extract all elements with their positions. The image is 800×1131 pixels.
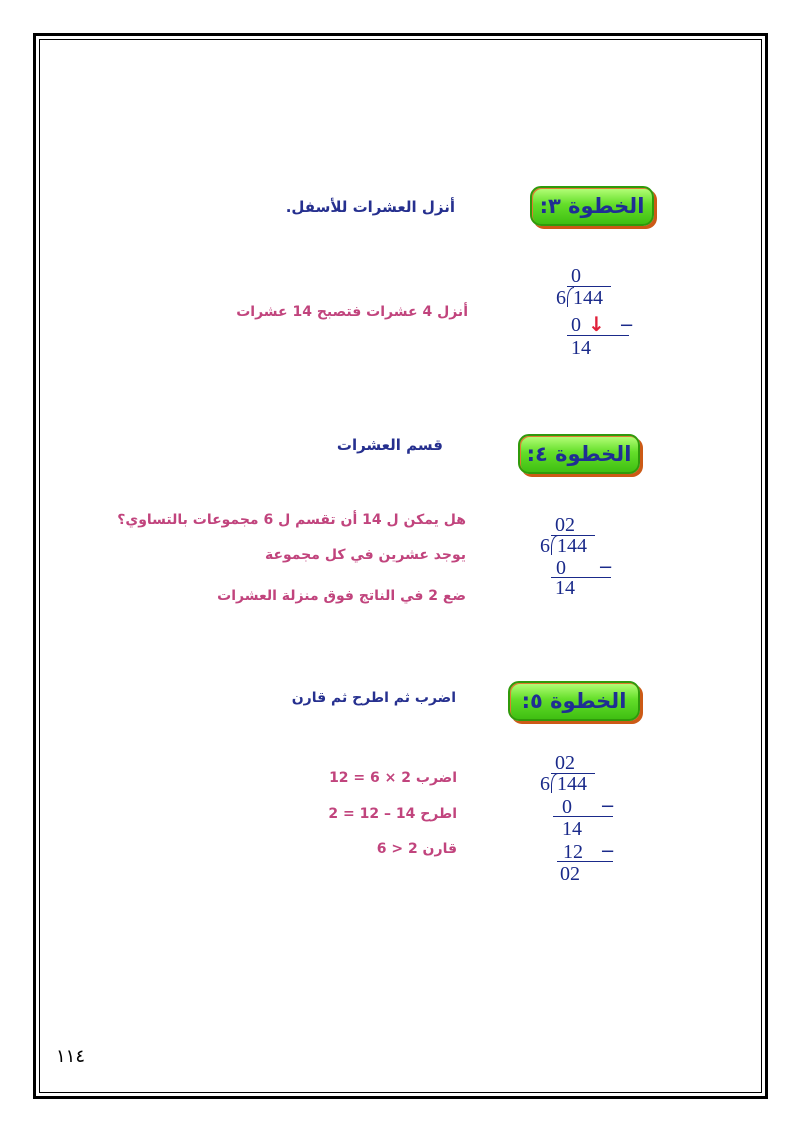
step5-badge (508, 681, 640, 721)
step3-remainder: 14 (571, 337, 591, 359)
step3-minus: − (619, 315, 635, 336)
step4-product: 0 (556, 557, 566, 579)
step5-dividend: 144 (557, 773, 587, 795)
step3-dividend: 144 (573, 287, 603, 309)
step3-heading: أنزل العشرات للأسفل. (285, 198, 455, 216)
step5-subtract-bar-1 (553, 816, 613, 817)
step5-remainder-1: 14 (562, 818, 582, 840)
step4-dividend: 144 (557, 535, 587, 557)
step3-divisor: 6 (556, 287, 566, 309)
step5-remainder-2: 02 (560, 863, 580, 885)
step4-remainder: 14 (555, 577, 575, 599)
step3-product: 0 (571, 314, 581, 336)
step4-line-2: يوجد عشرين في كل مجموعة (264, 547, 466, 563)
step3-quotient: 0 (571, 265, 581, 287)
step3-arrow: ↓ (588, 312, 605, 336)
step5-line-2: اطرح 14 – 12 = 2 (328, 806, 457, 822)
step5-quotient: 02 (555, 752, 575, 774)
step4-line-1: هل يمكن ل 14 أن تقسم ل 6 مجموعات بالتساوي؟ (117, 512, 466, 528)
step5-product-1: 0 (562, 796, 572, 818)
step4-minus: − (598, 557, 614, 578)
step5-product-2: 12 (563, 841, 583, 863)
step5-subtract-bar-2 (557, 861, 613, 862)
step5-badge-label: الخطوة ٥: (521, 689, 627, 713)
page-number: ١١٤ (56, 1046, 86, 1067)
step3-explanation: أنزل 4 عشرات فتصبح 14 عشرات (236, 304, 468, 320)
step4-line-3: ضع 2 في الناتج فوق منزلة العشرات (217, 588, 466, 604)
step3-badge-label: الخطوة ٣: (539, 194, 645, 218)
step3-subtract-bar (567, 335, 629, 336)
step5-minus-2: − (600, 841, 616, 862)
step5-divisor: 6 (540, 773, 550, 795)
step5-line-3: قارن 2 < 6 (376, 841, 457, 857)
step5-line-1: اضرب 2 × 6 = 12 (329, 770, 457, 786)
step4-badge-label: الخطوة ٤: (526, 442, 632, 466)
step4-badge (518, 434, 640, 474)
step5-minus-1: − (600, 796, 616, 817)
step4-heading: قسم العشرات (336, 436, 443, 454)
step5-heading: اضرب ثم اطرح ثم قارن (291, 690, 456, 706)
step4-divisor: 6 (540, 535, 550, 557)
step4-quotient: 02 (555, 514, 575, 536)
step3-badge (530, 186, 654, 226)
